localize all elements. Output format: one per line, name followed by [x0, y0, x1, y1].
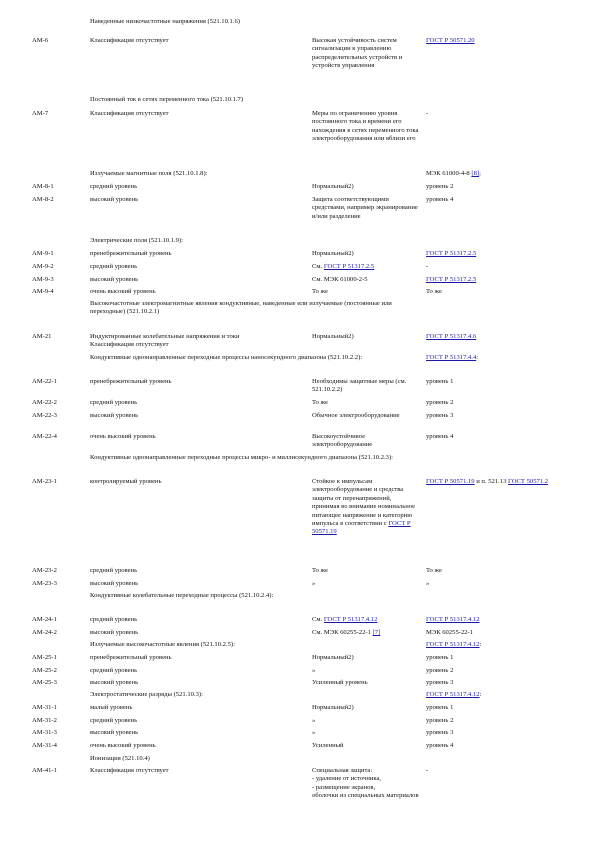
standard-reference [426, 616, 566, 624]
standard-reference [426, 704, 566, 712]
row-code: AM-31-2 [32, 717, 57, 724]
reference-link[interactable]: [8] [471, 170, 480, 177]
text-segment: - [426, 767, 429, 774]
text-segment: Стойкое к импульсам электрооборудование и средства защиты от перенапряжений, принимая во внимание номинальное питающее напряжение и категорию импульса в соответствии с [312, 478, 416, 528]
standard-reference [426, 250, 566, 258]
reference-link[interactable]: ГОСТ Р 51317.2.5 [426, 250, 477, 257]
protection-measure [312, 616, 420, 624]
row-name: контролируемый уровень [90, 478, 162, 485]
row-code: AM-7 [32, 110, 49, 117]
row-code: AM-9-1 [32, 250, 54, 257]
row-name: высокий уровень [90, 196, 139, 203]
text-segment: См. МЭК 60255-22-1 [312, 629, 373, 636]
reference-link[interactable]: ГОСТ 50571.2 [508, 478, 549, 485]
section-title: Электростатические разряды (521.10.3): [90, 691, 203, 698]
row-name: очень высокий уровень [90, 288, 156, 295]
reference-link[interactable]: [7] [372, 629, 381, 636]
row-name: очень высокий уровень [90, 433, 156, 440]
text-segment: Нормальный2) [312, 654, 354, 661]
row-name: высокий уровень [90, 679, 139, 686]
text-segment: » [426, 580, 430, 587]
protection-measure [312, 629, 420, 637]
section-title: Электрические поля (521.10.1.9): [90, 237, 183, 244]
row-name: средний уровень [90, 183, 138, 190]
text-segment: » [312, 667, 316, 674]
section-title: Кондуктивные однонаправленные переходные процессы наносекундного диапазона (521.10.2.2): [90, 354, 363, 361]
text-segment: См. [312, 616, 324, 623]
row-name: средний уровень [90, 567, 138, 574]
text-segment: Нормальный2) [312, 333, 354, 340]
standard-reference [426, 580, 566, 588]
text-segment: - [426, 263, 429, 270]
text-segment: См. [312, 263, 324, 270]
reference-link[interactable]: ГОСТ Р 50571.19 [312, 520, 411, 536]
standard-reference [426, 729, 566, 737]
protection-measure [312, 667, 420, 675]
standard-reference [426, 399, 566, 407]
row-name: пренебрежительный уровень [90, 378, 172, 385]
standard-reference [426, 567, 566, 575]
text-segment: : [479, 641, 482, 648]
protection-measure [312, 183, 420, 191]
row-name: Классификация отсутствует [90, 767, 169, 774]
row-code: AM-22-1 [32, 378, 57, 385]
text-segment: Специальная защита: - удаление от источника, - размещение экранов, оболочки из специальных материалов [312, 767, 419, 800]
protection-measure [312, 288, 420, 296]
row-name: высокий уровень [90, 412, 139, 419]
text-segment: Меры по ограничению уровня постоянного тока и времени его нахождения в сетях переменного тока электрооборудования или вблизи его [312, 110, 419, 143]
row-code: AM-8-1 [32, 183, 54, 190]
text-segment: уровень 2 [426, 183, 454, 190]
row-name: Индуктированные колебательные напряжения и токи Классификация отсутствует [90, 333, 240, 349]
protection-measure [312, 378, 420, 395]
protection-measure [312, 654, 420, 662]
text-segment: То же [426, 567, 442, 574]
text-segment: Усиленный [312, 742, 344, 749]
protection-measure [312, 478, 420, 537]
text-segment: » [312, 729, 316, 736]
row-code: AM-24-1 [32, 616, 57, 623]
standard-reference [426, 170, 566, 178]
row-code: AM-31-1 [32, 704, 57, 711]
row-code: AM-25-1 [32, 654, 57, 661]
protection-measure [312, 717, 420, 725]
standard-reference [426, 767, 566, 775]
standard-reference [426, 37, 566, 45]
section-title: Кондуктивные колебательные переходные процессы (521.10.2.4): [90, 592, 274, 599]
protection-measure [312, 412, 420, 420]
row-code: AM-22-3 [32, 412, 57, 419]
row-code: AM-9-4 [32, 288, 54, 295]
protection-measure [312, 196, 420, 221]
text-segment: : [476, 354, 479, 361]
text-segment: Высокая устойчивость систем сигнализации к управлению распределительных устройств и устройств управления [312, 37, 403, 70]
text-segment: То же [312, 399, 328, 406]
standard-reference [426, 691, 566, 699]
row-name: средний уровень [90, 263, 138, 270]
reference-link[interactable]: ГОСТ Р 51317.2.5 [323, 263, 375, 270]
text-segment: Высокоустойчивое электрооборудование [312, 433, 373, 449]
text-segment: Нормальный2) [312, 183, 354, 190]
standard-reference [426, 412, 566, 420]
protection-measure [312, 37, 420, 71]
text-segment: уровень 2 [426, 399, 454, 406]
row-code: AM-9-2 [32, 263, 54, 270]
standard-reference [426, 276, 566, 284]
text-segment: и п. 521.13 [474, 478, 509, 485]
reference-link[interactable]: ГОСТ Р 51317.4.6 [426, 333, 477, 340]
text-segment: уровень 1 [426, 704, 454, 711]
row-code: AM-31-4 [32, 742, 57, 749]
row-name: средний уровень [90, 717, 138, 724]
text-segment: уровень 3 [426, 729, 454, 736]
standard-reference [426, 641, 566, 649]
standard-reference [426, 478, 566, 486]
reference-link[interactable]: ГОСТ Р 51317.4.12 [323, 616, 378, 623]
reference-link[interactable]: ГОСТ Р 51317.4.12 [426, 616, 480, 623]
section-title: Кондуктивные однонаправленные переходные процессы микро- и миллисекундного диапазона (521.10.2.3): [90, 454, 393, 461]
row-name: высокий уровень [90, 629, 139, 636]
text-segment: уровень 4 [426, 742, 454, 749]
row-name: Классификация отсутствует [90, 37, 169, 44]
row-code: AM-23-1 [32, 478, 57, 485]
text-segment: Нормальный2) [312, 704, 354, 711]
protection-measure [312, 679, 420, 687]
row-code: AM-25-2 [32, 667, 57, 674]
text-segment: Усиленный уровень [312, 679, 368, 686]
protection-measure [312, 742, 420, 750]
standard-reference [426, 196, 566, 204]
row-name: высокий уровень [90, 580, 139, 587]
text-segment: МЭК 61000-4-8 [426, 170, 472, 177]
protection-measure [312, 729, 420, 737]
text-segment: » [312, 717, 316, 724]
row-name: высокий уровень [90, 276, 139, 283]
reference-link[interactable]: ГОСТ Р 51317.2.5 [426, 276, 477, 283]
row-code: AM-41-1 [32, 767, 57, 774]
section-title: Излучаемые высокочастотные явления (521.10.2.5): [90, 641, 235, 648]
text-segment: ; [479, 170, 481, 177]
row-name: пренебрежительный уровень [90, 654, 172, 661]
protection-measure [312, 399, 420, 407]
section-title: Наведенные низкочастотные напряжения (521.10.1.6) [90, 18, 240, 25]
reference-link[interactable]: ГОСТ Р 51317.4.12 [426, 691, 480, 698]
row-code: AM-22-4 [32, 433, 57, 440]
protection-measure [312, 704, 420, 712]
standard-reference [426, 288, 566, 296]
standard-reference [426, 378, 566, 386]
row-name: очень высокий уровень [90, 742, 156, 749]
text-segment: уровень 4 [426, 433, 454, 440]
standard-reference [426, 110, 566, 118]
text-segment: То же [312, 288, 328, 295]
standard-reference [426, 679, 566, 687]
text-segment: уровень 2 [426, 667, 454, 674]
reference-link[interactable]: ГОСТ Р 51317.4.4 [426, 354, 477, 361]
row-code: AM-24-2 [32, 629, 57, 636]
protection-measure [312, 333, 420, 341]
protection-measure [312, 263, 420, 271]
section-title: Постоянный ток в сетях переменного тока (521.10.1.7) [90, 96, 244, 103]
standard-reference [426, 263, 566, 271]
text-segment: уровень 3 [426, 412, 454, 419]
text-segment: То же [312, 567, 328, 574]
standard-reference [426, 742, 566, 750]
row-code: AM-31-3 [32, 729, 57, 736]
protection-measure [312, 433, 420, 450]
reference-link[interactable]: ГОСТ Р 50571.19 [426, 478, 475, 485]
standard-reference [426, 183, 566, 191]
text-segment: уровень 2 [426, 717, 454, 724]
text-segment: уровень 1 [426, 378, 454, 385]
row-name: высокий уровень [90, 729, 139, 736]
standard-reference [426, 354, 566, 362]
text-segment: МЭК 60255-22-1 [426, 629, 474, 636]
text-segment: Нормальный2) [312, 250, 354, 257]
row-name: Классификация отсутствует [90, 110, 169, 117]
standard-reference [426, 333, 566, 341]
row-code: AM-21 [32, 333, 52, 340]
text-segment: Защита соответствующими средствами, например экранирование и/или разделение [312, 196, 418, 220]
text-segment: уровень 4 [426, 196, 454, 203]
protection-measure [312, 110, 420, 144]
standard-reference [426, 629, 566, 637]
standard-reference [426, 667, 566, 675]
row-name: пренебрежительный уровень [90, 250, 172, 257]
protection-measure [312, 276, 420, 284]
text-segment: уровень 1 [426, 654, 454, 661]
text-segment: См. МЭК 61000-2-5 [312, 276, 368, 283]
row-code: AM-25-3 [32, 679, 57, 686]
row-code: AM-22-2 [32, 399, 57, 406]
row-name: малый уровень [90, 704, 133, 711]
row-name: средний уровень [90, 399, 138, 406]
row-code: AM-6 [32, 37, 49, 44]
text-segment: Обычное электрооборудование [312, 412, 400, 419]
reference-link[interactable]: ГОСТ Р 51317.4.12 [426, 641, 480, 648]
reference-link[interactable]: ГОСТ Р 50571.20 [426, 37, 475, 44]
standard-reference [426, 433, 566, 441]
text-segment: » [312, 580, 316, 587]
text-segment: уровень 3 [426, 679, 454, 686]
text-segment: То же [426, 288, 442, 295]
protection-measure [312, 580, 420, 588]
text-segment: - [426, 110, 429, 117]
section-title: Излучаемые магнитные поля (521.10.1.8): [90, 170, 208, 177]
row-name: средний уровень [90, 667, 138, 674]
section-title: Высокочастотные электромагнитные явления кондуктивные, наведенные или излучаемые (постоянные или переходные) (521.10.2.1) [90, 300, 392, 316]
row-code: AM-23-3 [32, 580, 57, 587]
text-segment: : [479, 691, 482, 698]
standard-reference [426, 654, 566, 662]
protection-measure [312, 567, 420, 575]
protection-measure [312, 767, 420, 801]
row-code: AM-23-2 [32, 567, 57, 574]
standard-reference [426, 717, 566, 725]
protection-measure [312, 250, 420, 258]
row-code: AM-9-3 [32, 276, 54, 283]
row-code: AM-8-2 [32, 196, 54, 203]
section-title: Ионизация (521.10.4) [90, 755, 150, 762]
text-segment: Необходимы защитные меры (см. 521.10.2.2) [312, 378, 407, 394]
row-name: средний уровень [90, 616, 138, 623]
